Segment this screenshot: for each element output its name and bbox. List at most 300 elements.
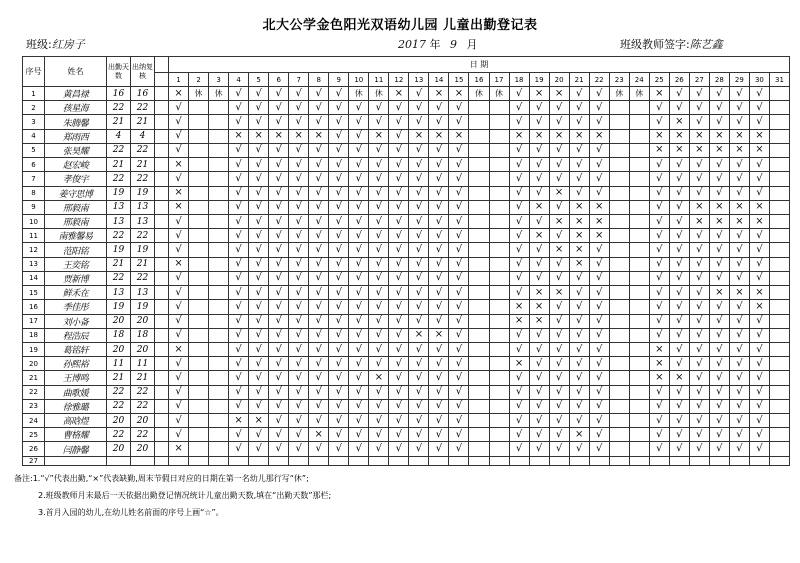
attendance-cell [209,286,229,300]
attendance-cell [189,314,209,328]
attendance-cell: √ [689,243,709,257]
attendance-cell [189,257,209,271]
attendance-cell: √ [309,342,329,356]
attendance-cell [769,314,789,328]
attendance-cell [469,328,489,342]
table-row [23,328,790,342]
review-days: 19 [131,186,155,200]
attendance-cell: √ [309,257,329,271]
attendance-cell [769,257,789,271]
attendance-cell [489,129,509,143]
attendance-cell: √ [649,101,669,115]
attendance-cell [489,243,509,257]
table-row [23,442,790,456]
attendance-cell: √ [329,442,349,456]
attendance-cell [769,399,789,413]
attendance-cell [209,257,229,271]
attendance-cell [209,158,229,172]
attendance-cell: √ [309,414,329,428]
attendance-cell: × [709,214,729,228]
attendance-cell [489,414,509,428]
attendance-cell: √ [529,385,549,399]
row-blank [155,442,169,456]
table-row [23,428,790,442]
attendance-cell: √ [449,172,469,186]
attendance-cell: √ [229,186,249,200]
attendance-cell: √ [749,115,769,129]
attendance-cell [189,342,209,356]
attendance-cell: √ [169,371,189,385]
row-index: 16 [23,300,45,314]
attend-days: 22 [107,399,131,413]
attendance-cell [769,143,789,157]
attendance-cell: √ [669,342,689,356]
attendance-cell: √ [509,399,529,413]
row-index: 24 [23,414,45,428]
attendance-cell [469,314,489,328]
attendance-cell: √ [669,101,689,115]
table-row [23,87,790,101]
attendance-cell: √ [409,271,429,285]
attendance-cell: √ [569,399,589,413]
attendance-cell [209,456,229,465]
header-index: 序号 [23,57,45,87]
attendance-cell [769,186,789,200]
attendance-cell: √ [589,357,609,371]
attendance-cell: √ [689,414,709,428]
attendance-cell: √ [409,101,429,115]
attendance-cell: √ [289,186,309,200]
attendance-cell: √ [689,300,709,314]
attendance-cell: √ [229,229,249,243]
attendance-cell: √ [449,200,469,214]
attendance-cell: × [729,143,749,157]
attendance-cell [469,286,489,300]
day-header-25: 25 [649,73,669,87]
attendance-cell: √ [689,186,709,200]
attendance-cell: √ [389,172,409,186]
attendance-cell: √ [289,257,309,271]
attend-days: 4 [107,129,131,143]
day-header-9: 9 [329,73,349,87]
attendance-cell: √ [369,257,389,271]
attendance-cell: √ [729,172,749,186]
attendance-cell: √ [549,271,569,285]
day-header-20: 20 [549,73,569,87]
review-days: 20 [131,314,155,328]
attendance-cell: √ [649,172,669,186]
attendance-cell: √ [369,158,389,172]
attendance-cell: √ [309,371,329,385]
attendance-cell [269,456,289,465]
attendance-cell: √ [229,328,249,342]
table-row [23,300,790,314]
attendance-cell: √ [249,186,269,200]
attendance-cell: √ [509,428,529,442]
attendance-cell: √ [229,87,249,101]
attendance-cell: √ [529,243,549,257]
attendance-cell [229,456,249,465]
attendance-cell [249,456,269,465]
attendance-cell: √ [729,357,749,371]
attendance-cell: √ [389,399,409,413]
attend-days: 20 [107,342,131,356]
attendance-cell: √ [449,414,469,428]
attendance-cell [549,456,569,465]
header-review: 出纳复核 [131,57,155,87]
attendance-cell [489,172,509,186]
attendance-cell: √ [349,243,369,257]
attendance-cell [769,172,789,186]
day-header-27: 27 [689,73,709,87]
attendance-cell: √ [229,200,249,214]
review-days: 13 [131,286,155,300]
attendance-cell: × [729,286,749,300]
day-header-29: 29 [729,73,749,87]
attendance-cell: √ [429,342,449,356]
attendance-cell: √ [729,428,749,442]
attend-days: 13 [107,286,131,300]
attendance-cell: √ [389,300,409,314]
attendance-cell: √ [249,200,269,214]
attendance-cell [629,129,649,143]
attendance-cell: √ [649,115,669,129]
day-header-15: 15 [449,73,469,87]
attendance-cell: √ [549,385,569,399]
attendance-cell: √ [449,328,469,342]
attendance-cell: √ [309,286,329,300]
attendance-cell: √ [749,87,769,101]
attendance-cell: √ [349,357,369,371]
attendance-cell: √ [389,115,409,129]
attendance-cell: √ [329,371,349,385]
attendance-cell: √ [289,357,309,371]
attendance-cell: √ [729,186,749,200]
attendance-cell: √ [229,172,249,186]
attend-days [107,456,131,465]
attendance-cell: √ [549,115,569,129]
attendance-cell [629,115,649,129]
attendance-cell [489,200,509,214]
attendance-cell: √ [409,87,429,101]
attendance-cell: √ [589,257,609,271]
attendance-cell: √ [709,257,729,271]
attendance-cell: √ [589,143,609,157]
attendance-cell: √ [349,399,369,413]
attendance-cell [649,456,669,465]
attendance-cell: √ [309,399,329,413]
attendance-cell: √ [269,229,289,243]
attendance-cell: √ [369,399,389,413]
attendance-cell: √ [409,442,429,456]
attendance-cell: √ [749,385,769,399]
attendance-cell: √ [669,200,689,214]
header-blank [155,57,169,73]
attendance-cell [469,271,489,285]
attendance-cell [369,456,389,465]
attendance-cell [489,286,509,300]
attendance-cell: × [669,115,689,129]
attendance-cell [509,456,529,465]
attendance-cell [529,456,549,465]
class-value: 红房子 [51,38,85,51]
attendance-cell: √ [549,371,569,385]
attendance-cell: √ [449,229,469,243]
attendance-cell: √ [329,101,349,115]
attend-days: 19 [107,243,131,257]
attendance-cell: × [529,286,549,300]
day-header-3: 3 [209,73,229,87]
attendance-cell [489,101,509,115]
attendance-cell: √ [249,243,269,257]
attendance-cell [489,214,509,228]
row-blank [155,257,169,271]
attendance-cell [489,442,509,456]
attendance-cell [209,101,229,115]
attendance-cell: √ [749,158,769,172]
attendance-cell: √ [549,428,569,442]
attendance-cell: √ [749,342,769,356]
attendance-cell: √ [309,300,329,314]
attendance-cell: √ [369,428,389,442]
attendance-cell: √ [389,229,409,243]
child-name: 高晗煜 [45,414,107,428]
attendance-cell: √ [309,385,329,399]
review-days: 22 [131,428,155,442]
attendance-cell: √ [549,314,569,328]
attendance-cell [289,456,309,465]
attendance-cell: √ [689,286,709,300]
attendance-cell [209,229,229,243]
child-name: 南雅馨易 [45,229,107,243]
attendance-cell: √ [329,428,349,442]
child-name: 闫静馨 [45,442,107,456]
attendance-cell: × [309,428,329,442]
attendance-cell: √ [669,428,689,442]
attendance-cell [469,243,489,257]
attendance-cell [469,357,489,371]
attendance-cell: √ [649,286,669,300]
attendance-cell [469,129,489,143]
attendance-cell: √ [549,158,569,172]
attendance-cell: √ [429,257,449,271]
attendance-cell [469,371,489,385]
attendance-cell: √ [409,371,429,385]
table-row [23,271,790,285]
row-blank [155,286,169,300]
attendance-cell [609,328,629,342]
attendance-cell: × [549,129,569,143]
attendance-cell: √ [369,328,389,342]
attendance-cell [469,229,489,243]
attendance-cell: √ [749,442,769,456]
attendance-cell: √ [529,371,549,385]
attendance-cell: √ [649,399,669,413]
attendance-cell: √ [709,243,729,257]
attendance-cell: √ [269,214,289,228]
attendance-cell: √ [249,371,269,385]
attendance-cell: √ [709,101,729,115]
attendance-cell: √ [289,243,309,257]
attendance-cell: √ [749,229,769,243]
attendance-cell: √ [429,300,449,314]
attendance-cell: × [709,143,729,157]
attendance-cell [189,158,209,172]
attendance-cell: √ [329,399,349,413]
attendance-cell: √ [229,257,249,271]
attendance-cell: √ [569,371,589,385]
attendance-cell: √ [229,300,249,314]
day-header-22: 22 [589,73,609,87]
attendance-cell: √ [589,385,609,399]
attendance-cell: √ [249,442,269,456]
attendance-cell: √ [369,143,389,157]
attendance-cell: √ [749,172,769,186]
attendance-cell: √ [749,271,769,285]
day-header-6: 6 [269,73,289,87]
day-header-7: 7 [289,73,309,87]
review-days: 21 [131,158,155,172]
attendance-cell: √ [289,172,309,186]
attendance-cell [189,229,209,243]
child-name: 王博鸣 [45,371,107,385]
attendance-cell: √ [329,286,349,300]
attendance-cell: √ [429,243,449,257]
attendance-cell: √ [569,286,589,300]
review-days: 13 [131,200,155,214]
attendance-cell [209,357,229,371]
child-name: 张昊耀 [45,143,107,157]
attendance-cell [609,300,629,314]
attendance-cell: √ [229,314,249,328]
attendance-cell: √ [369,214,389,228]
attendance-cell: √ [549,342,569,356]
attendance-cell: √ [669,229,689,243]
child-name: 范阳铭 [45,243,107,257]
attendance-cell: √ [709,428,729,442]
attendance-cell: √ [589,158,609,172]
row-blank [155,456,169,465]
attendance-cell: × [749,214,769,228]
attendance-cell: √ [249,385,269,399]
attendance-cell [629,428,649,442]
attendance-cell: √ [369,101,389,115]
attendance-cell: √ [269,371,289,385]
attendance-cell [489,186,509,200]
attendance-cell: √ [529,357,549,371]
day-header-23: 23 [609,73,629,87]
attendance-cell [609,158,629,172]
attendance-cell: × [589,129,609,143]
attendance-cell [209,271,229,285]
attendance-cell: √ [409,115,429,129]
child-name: 刘小备 [45,314,107,328]
review-days: 22 [131,271,155,285]
attendance-cell: √ [569,158,589,172]
attendance-cell: √ [289,371,309,385]
attendance-cell: √ [529,186,549,200]
attendance-cell: √ [389,314,409,328]
attendance-cell: √ [429,214,449,228]
attendance-cell [609,456,629,465]
attendance-cell: √ [369,414,389,428]
attend-days: 11 [107,357,131,371]
attendance-cell: √ [289,101,309,115]
attendance-cell [189,115,209,129]
attendance-cell: √ [509,186,529,200]
review-days: 22 [131,101,155,115]
attendance-cell [769,229,789,243]
attendance-cell [709,456,729,465]
attendance-cell: √ [749,243,769,257]
attendance-cell: √ [349,101,369,115]
table-row [23,186,790,200]
attendance-cell: √ [569,328,589,342]
attendance-cell: √ [429,115,449,129]
attendance-cell: √ [729,314,749,328]
attendance-cell [629,300,649,314]
attendance-cell: √ [509,442,529,456]
attendance-cell [489,399,509,413]
attendance-cell: √ [669,172,689,186]
day-header-24: 24 [629,73,649,87]
attendance-cell: √ [309,200,329,214]
attendance-cell [609,428,629,442]
attendance-cell: × [689,214,709,228]
attendance-cell: √ [669,314,689,328]
attendance-cell: √ [529,257,549,271]
attendance-cell [629,271,649,285]
attendance-cell [189,214,209,228]
attendance-cell [189,172,209,186]
child-name: 曹格耀 [45,428,107,442]
table-row [23,414,790,428]
attendance-cell [609,129,629,143]
attendance-cell: √ [669,300,689,314]
attendance-cell [429,456,449,465]
attendance-cell: √ [689,271,709,285]
attendance-cell: √ [729,342,749,356]
attendance-cell: × [509,357,529,371]
attendance-cell: √ [389,243,409,257]
attendance-cell: × [669,371,689,385]
attendance-cell: √ [329,214,349,228]
attendance-cell: √ [289,115,309,129]
attendance-cell: √ [649,257,669,271]
attend-days: 19 [107,186,131,200]
attendance-cell: √ [329,158,349,172]
attendance-cell: √ [429,143,449,157]
attendance-cell: √ [509,414,529,428]
attendance-cell: √ [669,328,689,342]
attendance-cell [469,428,489,442]
row-blank [155,328,169,342]
attendance-cell: √ [409,300,429,314]
attendance-cell: √ [349,172,369,186]
attendance-cell: √ [229,371,249,385]
attendance-cell: √ [509,101,529,115]
attendance-cell: √ [429,172,449,186]
attendance-cell: 休 [489,87,509,101]
attendance-cell: √ [349,414,369,428]
attendance-cell: √ [409,186,429,200]
attendance-cell [469,342,489,356]
attendance-cell: × [509,300,529,314]
notes [14,470,331,521]
attendance-cell: √ [269,442,289,456]
row-blank [155,200,169,214]
attendance-cell [209,172,229,186]
